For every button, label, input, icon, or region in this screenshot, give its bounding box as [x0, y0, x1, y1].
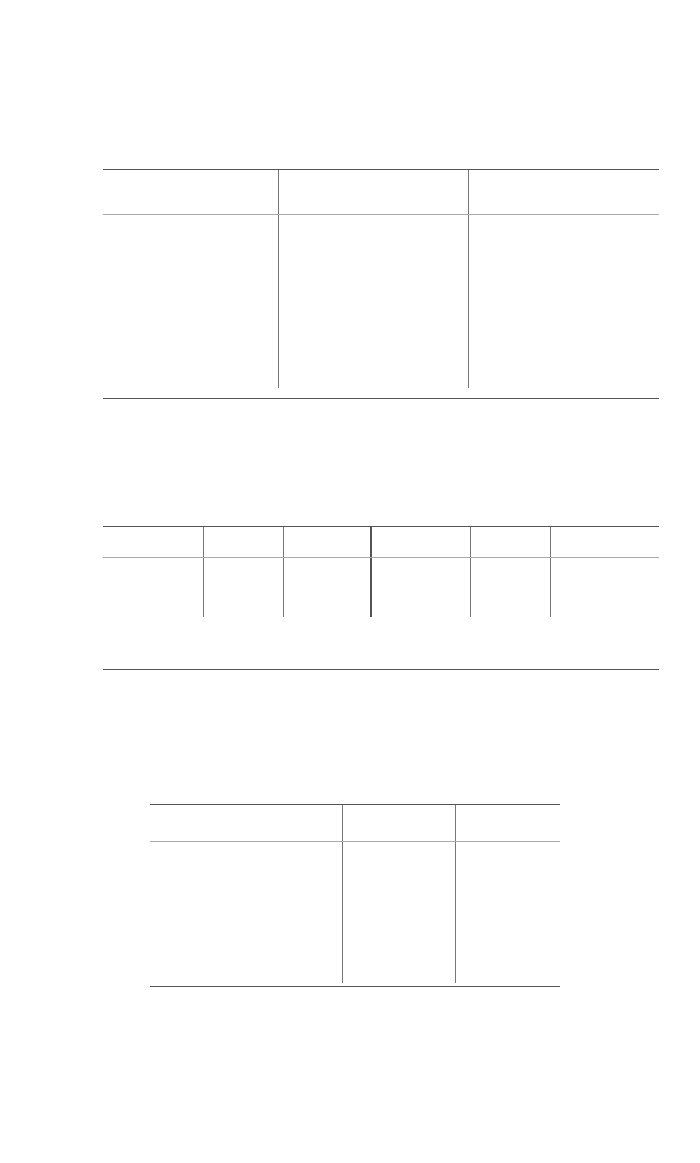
table-row: [103, 347, 659, 359]
column-rule: [550, 527, 551, 617]
table-row: [103, 580, 370, 592]
column-rule: [455, 805, 456, 983]
table-row: [103, 334, 659, 346]
table-rule: [103, 398, 659, 399]
table-rule: [103, 669, 659, 670]
table-rule: [150, 804, 560, 805]
table-row: [103, 384, 659, 396]
table-row: [103, 272, 659, 284]
table-row: [103, 260, 659, 272]
table-rule: [103, 169, 659, 170]
table-row: [103, 285, 659, 297]
table-row: [103, 235, 659, 247]
table-row: [103, 359, 659, 371]
table-rule: [103, 214, 659, 215]
table-rule: [103, 526, 659, 527]
column-rule: [203, 527, 204, 617]
table-rule: [103, 557, 659, 558]
table-row: [103, 247, 659, 259]
table-row: [103, 322, 659, 334]
table-row: [103, 309, 659, 321]
column-rule: [470, 527, 471, 617]
table-row: [103, 371, 659, 383]
column-rule: [370, 527, 372, 617]
financial-rows: [103, 235, 659, 396]
table-rule: [150, 986, 560, 987]
column-rule: [342, 805, 343, 983]
westport-rows-left: [103, 580, 370, 592]
table-row: [103, 297, 659, 309]
column-rule: [283, 527, 284, 617]
table-rule: [150, 841, 560, 842]
